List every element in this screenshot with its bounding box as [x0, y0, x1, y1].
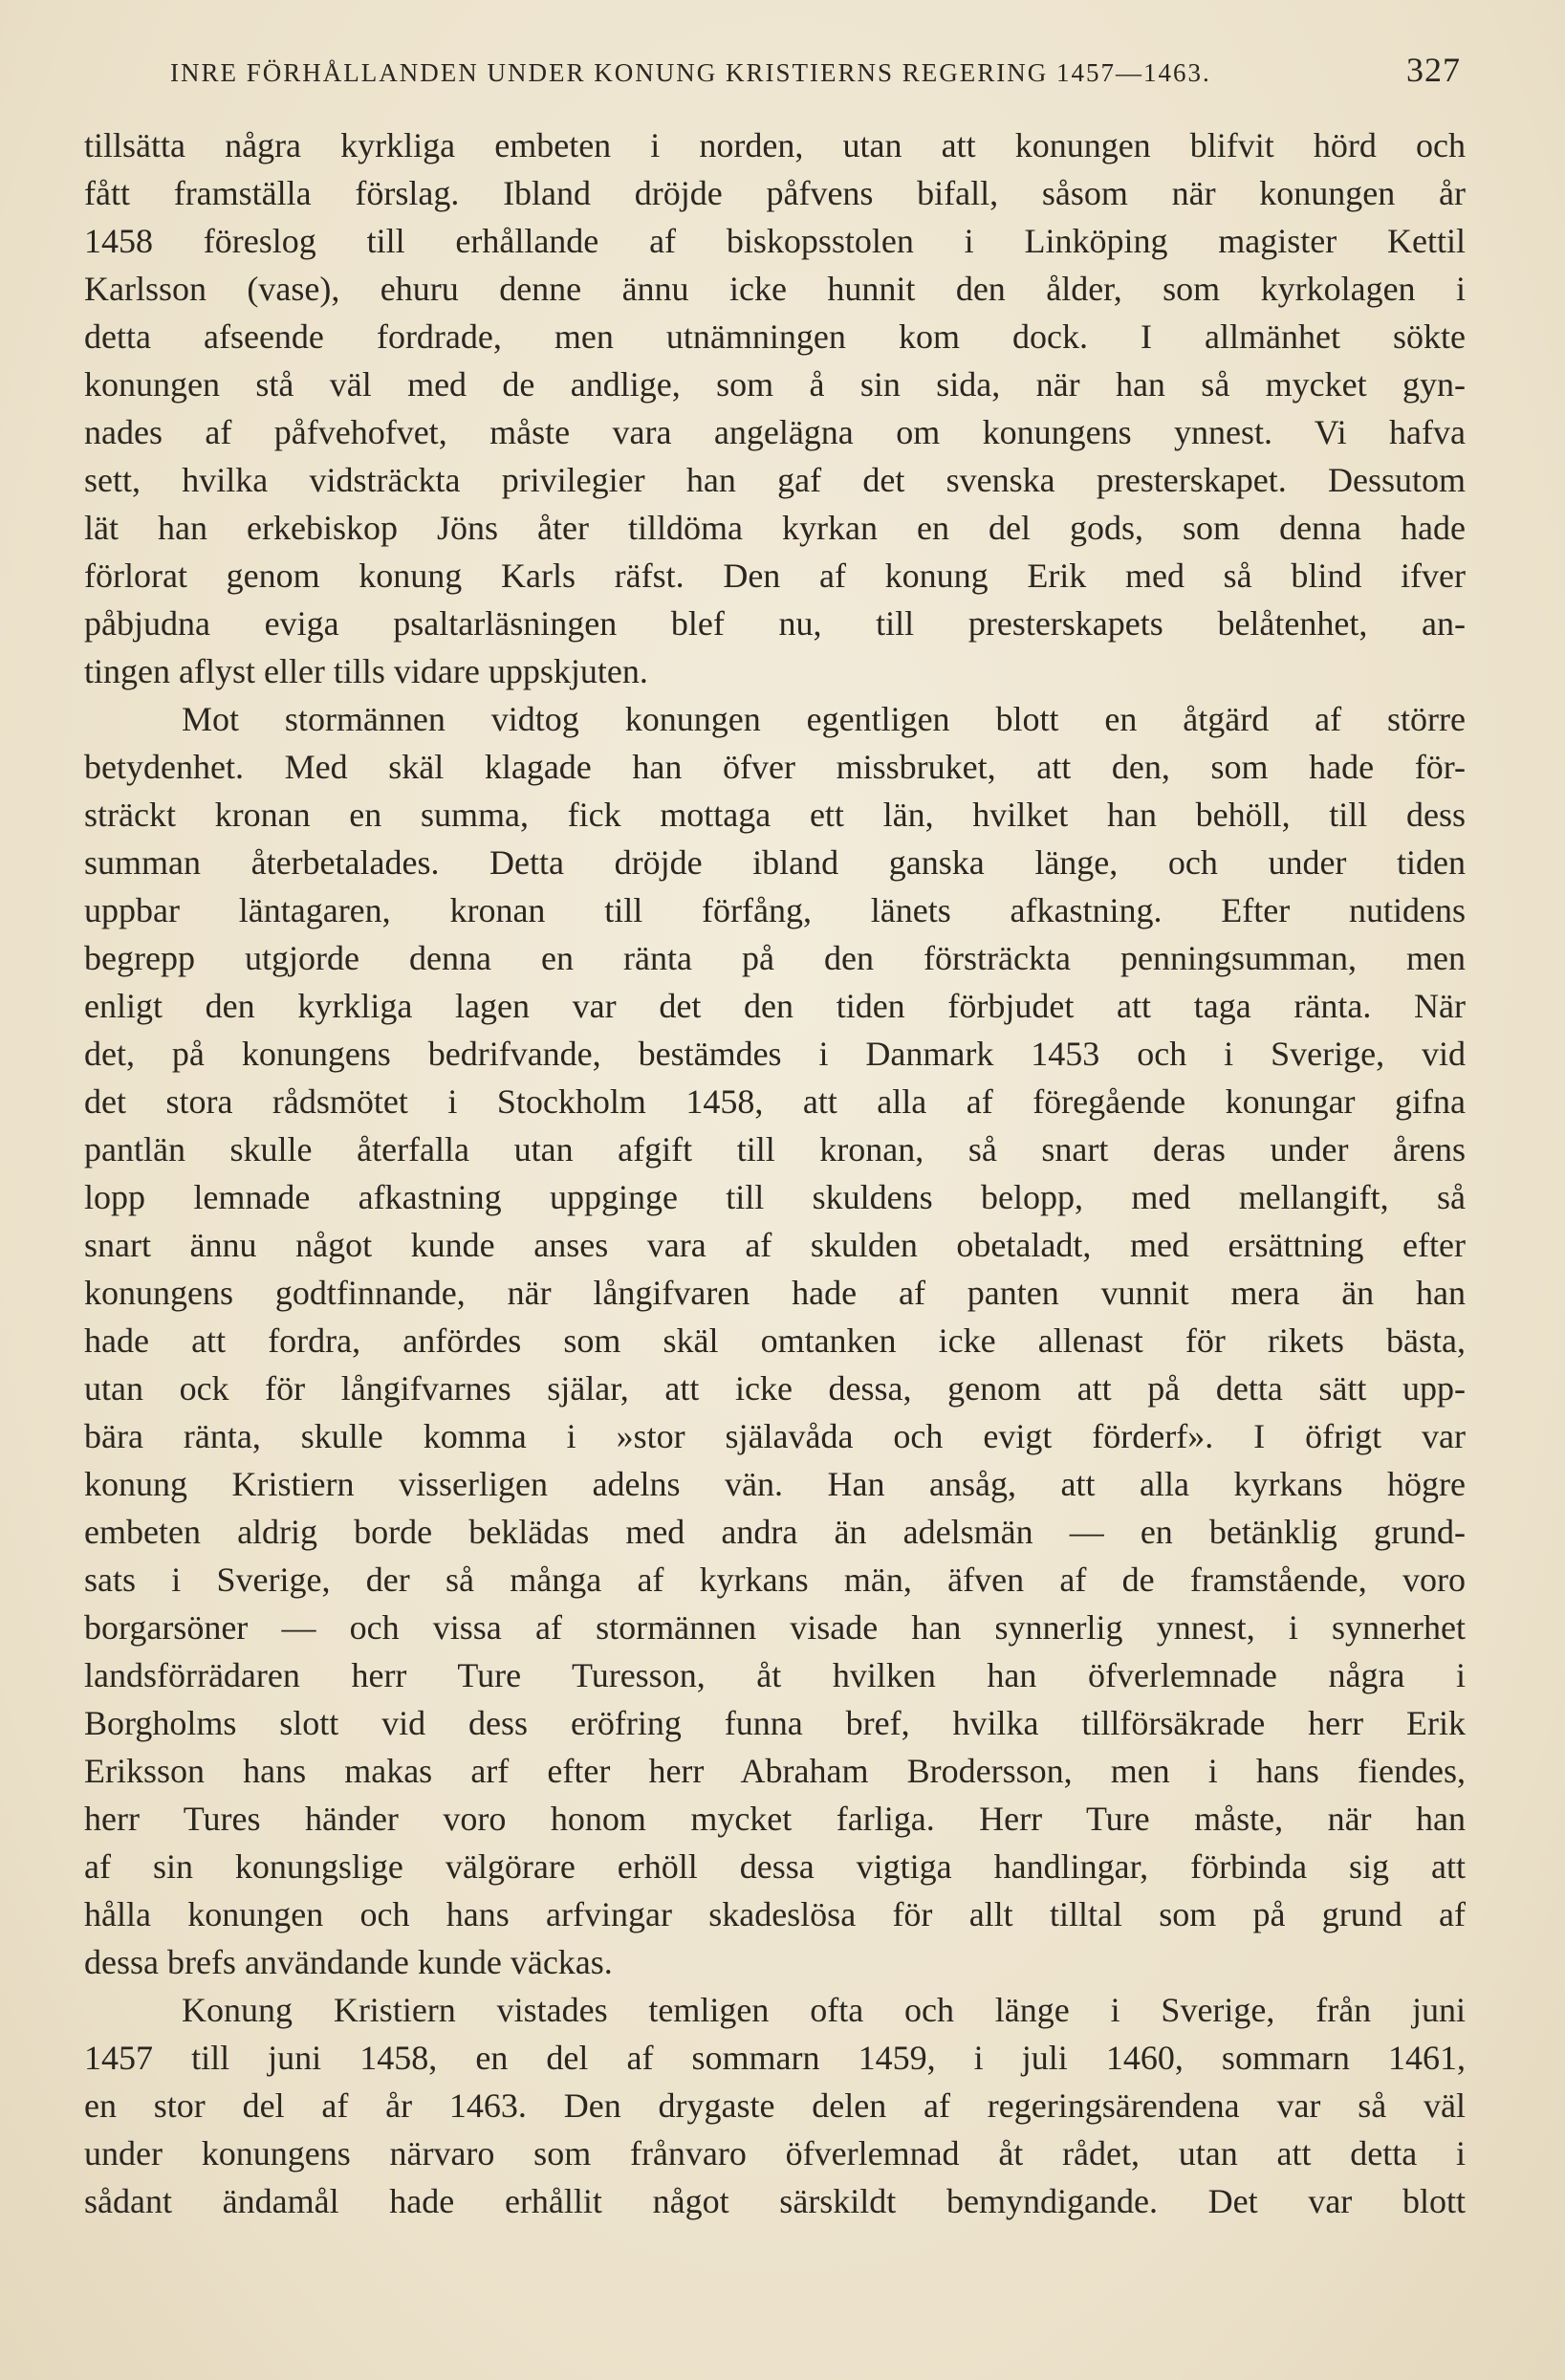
- text-line: snart ännu något kunde anses vara af skulden obetaladt, med ersättning efter: [84, 1226, 1466, 1264]
- running-header: [170, 50, 1461, 98]
- text-line: herr Tures händer voro honom mycket farliga. Herr Ture måste, när han: [84, 1800, 1466, 1838]
- text-line: tillsätta några kyrkliga embeten i norden, utan att konungen blifvit hörd och: [84, 126, 1466, 164]
- text-line: 1458 föreslog till erhållande af biskopsstolen i Linköping magister Kettil: [84, 222, 1466, 260]
- text-line: Karlsson (vase), ehuru denne ännu icke hunnit den ålder, som kyrkolagen i: [84, 270, 1466, 308]
- text-line: bära ränta, skulle komma i »stor själavåda och evigt förderf». I öfrigt var: [84, 1417, 1466, 1455]
- text-line: 1457 till juni 1458, en del af sommarn 1459, i juli 1460, sommarn 1461,: [84, 2039, 1466, 2077]
- text-line: Borgholms slott vid dess eröfring funna bref, hvilka tillförsäkrade herr Erik: [84, 1704, 1466, 1742]
- text-line: lopp lemnade afkastning uppginge till skuldens belopp, med mellangift, så: [84, 1178, 1466, 1216]
- text-line: tingen aflyst eller tills vidare uppskjuten.: [84, 652, 648, 690]
- text-line: konungens godtfinnande, när långifvaren hade af panten vunnit mera än han: [84, 1274, 1466, 1312]
- text-line: af sin konungslige välgörare erhöll dessa vigtiga handlingar, förbinda sig att: [84, 1847, 1466, 1886]
- paragraph: [84, 695, 1466, 1986]
- text-line: betydenhet. Med skäl klagade han öfver missbruket, att den, som hade för-: [84, 748, 1466, 786]
- page-number: 327: [1406, 51, 1461, 89]
- paragraph: [84, 121, 1466, 695]
- running-title: INRE FÖRHÅLLANDEN UNDER KONUNG KRISTIERNS REGERING 1457—1463.: [170, 58, 1211, 87]
- text-line: detta afseende fordrade, men utnämningen kom dock. I allmänhet sökte: [84, 317, 1466, 356]
- text-line: det stora rådsmötet i Stockholm 1458, att alla af föregående konungar gifna: [84, 1082, 1466, 1121]
- text-line: hade att fordra, anfördes som skäl omtanken icke allenast för rikets bästa,: [84, 1321, 1466, 1360]
- text-line: utan ock för långifvarnes själar, att icke dessa, genom att på detta sätt upp-: [84, 1369, 1466, 1408]
- text-line: Eriksson hans makas arf efter herr Abraham Brodersson, men i hans fiendes,: [84, 1752, 1466, 1790]
- text-line: pantlän skulle återfalla utan afgift till kronan, så snart deras under årens: [84, 1130, 1466, 1168]
- text-line: konung Kristiern visserligen adelns vän. Han ansåg, att alla kyrkans högre: [84, 1465, 1466, 1503]
- text-line: nades af påfvehofvet, måste vara angelägna om konungens ynnest. Vi hafva: [84, 413, 1466, 451]
- text-line: sträckt kronan en summa, fick mottaga ett län, hvilket han behöll, till dess: [84, 796, 1466, 834]
- text-line: sådant ändamål hade erhållit något särskildt bemyndigande. Det var blott: [84, 2182, 1466, 2220]
- text-line: lät han erkebiskop Jöns åter tilldöma kyrkan en del gods, som denna hade: [84, 509, 1466, 547]
- body-text: [84, 121, 1466, 2225]
- paragraph: [84, 1986, 1466, 2225]
- text-line: begrepp utgjorde denna en ränta på den försträckta penningsumman, men: [84, 939, 1466, 977]
- text-line: summan återbetalades. Detta dröjde ibland ganska länge, och under tiden: [84, 843, 1466, 882]
- text-line: under konungens närvaro som frånvaro öfverlemnad åt rådet, utan att detta i: [84, 2134, 1466, 2173]
- text-line: hålla konungen och hans arfvingar skadeslösa för allt tilltal som på grund af: [84, 1895, 1466, 1933]
- text-line: påbjudna eviga psaltarläsningen blef nu, till presterskapets belåtenhet, an-: [84, 604, 1466, 643]
- text-line: sett, hvilka vidsträckta privilegier han gaf det svenska presterskapet. Dessutom: [84, 461, 1466, 499]
- text-line: Konung Kristiern vistades temligen ofta och länge i Sverige, från juni: [182, 1991, 1466, 2029]
- text-line: Mot stormännen vidtog konungen egentligen blott en åtgärd af större: [182, 700, 1466, 738]
- text-line: förlorat genom konung Karls räfst. Den af konung Erik med så blind ifver: [84, 557, 1466, 595]
- text-line: fått framställa förslag. Ibland dröjde påfvens bifall, såsom när konungen år: [84, 174, 1466, 212]
- text-line: landsförrädaren herr Ture Turesson, åt hvilken han öfverlemnade några i: [84, 1656, 1466, 1694]
- text-line: konungen stå väl med de andlige, som å sin sida, när han så mycket gyn-: [84, 365, 1466, 404]
- text-line: en stor del af år 1463. Den drygaste delen af regeringsärendena var så väl: [84, 2086, 1466, 2125]
- text-line: embeten aldrig borde beklädas med andra än adelsmän — en betänklig grund-: [84, 1513, 1466, 1551]
- text-line: sats i Sverige, der så många af kyrkans män, äfven af de framstående, voro: [84, 1561, 1466, 1599]
- text-line: dessa brefs användande kunde väckas.: [84, 1943, 613, 1981]
- text-line: uppbar läntagaren, kronan till förfång, länets afkastning. Efter nutidens: [84, 891, 1466, 929]
- text-line: det, på konungens bedrifvande, bestämdes i Danmark 1453 och i Sverige, vid: [84, 1035, 1466, 1073]
- text-line: enligt den kyrkliga lagen var det den tiden förbjudet att taga ränta. När: [84, 987, 1466, 1025]
- text-line: borgarsöner — och vissa af stormännen visade han synnerlig ynnest, i synnerhet: [84, 1608, 1466, 1647]
